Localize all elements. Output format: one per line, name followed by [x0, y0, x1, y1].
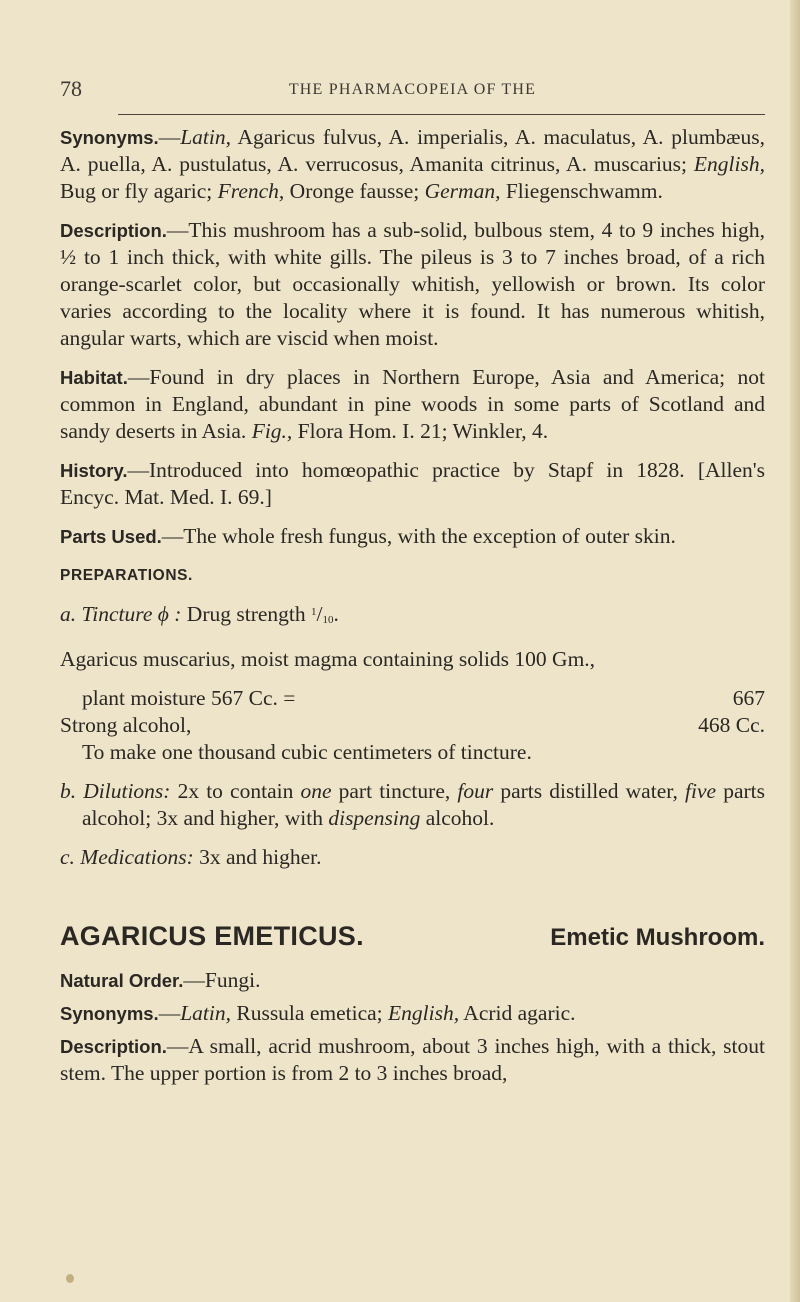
parts-used-paragraph: Parts Used.—The whole fresh fungus, with the exception of outer skin.	[60, 524, 676, 548]
prep-b-line	[60, 778, 765, 832]
prep-a-strength: Drug strength	[186, 602, 306, 626]
parts-used-text: The whole fresh fungus, with the exception of outer skin.	[183, 524, 676, 548]
english-label: English,	[693, 152, 765, 176]
prep-b-text5: alcohol.	[425, 806, 495, 830]
prep-b-text4: parts alcohol; 3x and higher, with	[82, 779, 765, 830]
plant-moisture-text: plant moisture 567 Cc. =	[82, 686, 296, 710]
emeticus-english-label: English,	[388, 1001, 460, 1025]
prep-b-text2: part tincture,	[338, 779, 451, 803]
prep-c-text: 3x and higher.	[199, 845, 322, 869]
emeticus-english: Acrid agaric.	[463, 1001, 576, 1025]
prep-b-dispensing: dispensing	[328, 806, 421, 830]
description-paragraph: Description.—This mushroom has a sub-solid, bulbous stem, 4 to 9 inches high, ½ to 1 inch thick, with white gills. The pileus is 3 to 7 inches broad, of a rich orange-scarlet color, but occasionally whitish, yellowish or brown. Its color varies according to the locality where it is found. It has numerous whitish, angular warts, which are viscid when moist.	[60, 218, 765, 350]
page-edge	[790, 0, 800, 1302]
description-label: Description.	[60, 220, 167, 241]
history-label: History.	[60, 460, 128, 481]
fraction-numerator: 1	[311, 606, 317, 618]
prep-c-label: Medications:	[80, 845, 194, 869]
plant-moisture-value: 667	[732, 686, 765, 710]
german-label: German,	[424, 179, 501, 203]
german-synonyms: Fliegenschwamm.	[505, 179, 663, 203]
emeticus-description-label: Description.	[60, 1036, 167, 1057]
prep-b-letter: b.	[60, 779, 77, 803]
habitat-text-b: Flora Hom. I. 21; Winkler, 4.	[297, 419, 549, 443]
strong-alcohol-value: 468 Cc.	[698, 713, 765, 737]
synonyms-label: Synonyms.	[60, 127, 159, 148]
description-text-b: to 1 inch thick, with white gills. The pileus is 3 to 7 inches broad, of a rich orange-scarlet color, but occasionally whitish, yellowish or brown. Its color varies according to the locality where it is found. It has numerous whitish, angular warts, which are viscid when moist.	[60, 245, 765, 350]
natural-order-label: Natural Order.	[60, 970, 184, 991]
habitat-text-a: Found in dry places in Northern Europe, Asia and America; not common in England, abundant in pine woods in some parts of Scotland and sandy deserts in Asia.	[60, 365, 765, 443]
strong-alcohol-text: Strong alcohol,	[60, 713, 192, 737]
prep-b-label: Dilutions:	[83, 779, 171, 803]
prep-b-five: five	[685, 779, 717, 803]
entry-common-name: Emetic Mushroom.	[550, 924, 765, 951]
drug-strength-fraction: $^1/_{10}$	[311, 602, 334, 626]
prep-a-formula-line3	[60, 712, 765, 739]
emeticus-synonyms-paragraph: Synonyms.—Latin, Russula emetica; English, Acrid agaric.	[60, 1001, 576, 1025]
fraction-denominator: 10	[322, 614, 334, 626]
emeticus-latin: Russula emetica;	[236, 1001, 383, 1025]
prep-a-formula-line2	[60, 685, 765, 712]
emeticus-description-text: A small, acrid mushroom, about 3 inches high, with a thick, stout stem. The upper portion is from 2 to 3 inches broad,	[60, 1034, 765, 1085]
emeticus-description-paragraph: Description.—A small, acrid mushroom, about 3 inches high, with a thick, stout stem. The upper portion is from 2 to 3 inches broad,	[60, 1034, 765, 1085]
prep-a-label: Tincture ϕ :	[81, 602, 182, 626]
french-synonyms: Oronge fausse;	[289, 179, 420, 203]
prep-a-formula-line1: Agaricus muscarius, moist magma containing solids 100 Gm.,	[60, 647, 596, 671]
prep-a-letter: a.	[60, 602, 77, 626]
french-label: French,	[217, 179, 285, 203]
running-head: THE PHARMACOPEIA OF THE	[288, 81, 537, 98]
ink-smudge	[66, 1274, 74, 1283]
natural-order-paragraph: Natural Order.—Fungi.	[60, 968, 261, 992]
prep-b-text1: 2x to contain	[177, 779, 294, 803]
latin-synonyms: Agaricus fulvus, A. imperialis, A. maculatus, A. plumbæus, A. puella, A. pustulatus, A. verrucosus, Amanita citrinus, A. muscarius;	[60, 125, 765, 176]
synonyms-paragraph: Synonyms.—Latin, Agaricus fulvus, A. imperialis, A. maculatus, A. plumbæus, A. puella, A. pustulatus, A. verrucosus, Amanita citrinus, A. muscarius; English, Bug or fly agaric; French, Oronge fausse; German, Fliegenschwamm.	[60, 125, 765, 203]
english-synonyms: Bug or fly agaric;	[60, 179, 213, 203]
prep-c-letter: c.	[60, 845, 75, 869]
entry-title-line	[60, 923, 765, 951]
prep-b-one: one	[300, 779, 332, 803]
natural-order-text: Fungi.	[204, 968, 261, 992]
habitat-paragraph: Habitat.—Found in dry places in Northern Europe, Asia and America; not common in England, abundant in pine woods in some parts of Scotland and sandy deserts in Asia. Fig., Flora Hom. I. 21; Winkler, 4.	[60, 365, 765, 443]
prep-a-line: a. Tincture ϕ : Drug strength $^1/_{10}$.	[60, 602, 339, 626]
page-number: 78	[60, 76, 82, 101]
page-header	[60, 76, 765, 106]
header-rule	[118, 114, 765, 115]
habitat-label: Habitat.	[60, 367, 128, 388]
page-body	[60, 124, 765, 1099]
entry-title: AGARICUS EMETICUS.	[60, 921, 364, 951]
emeticus-latin-label: Latin,	[180, 1001, 231, 1025]
preparations-heading: PREPARATIONS.	[60, 567, 193, 584]
description-text-a: This mushroom has a sub-solid, bulbous stem, 4 to 9 inches high,	[188, 218, 765, 242]
prep-b-text3: parts distilled water,	[500, 779, 678, 803]
half-fraction: ½	[60, 245, 77, 269]
prep-c-line	[60, 844, 765, 871]
prep-a-formula-line4: To make one thousand cubic centimeters of tincture.	[82, 740, 532, 764]
emeticus-synonyms-label: Synonyms.	[60, 1003, 159, 1024]
prep-b-four: four	[457, 779, 494, 803]
fig-label: Fig.,	[251, 419, 293, 443]
latin-label: Latin,	[180, 125, 231, 149]
history-paragraph: History.—Introduced into homœopathic practice by Stapf in 1828. [Allen's Encyc. Mat. Med. I. 69.]	[60, 458, 765, 509]
history-text: Introduced into homœopathic practice by Stapf in 1828. [Allen's Encyc. Mat. Med. I. 69.]	[60, 458, 765, 509]
parts-used-label: Parts Used.	[60, 526, 162, 547]
